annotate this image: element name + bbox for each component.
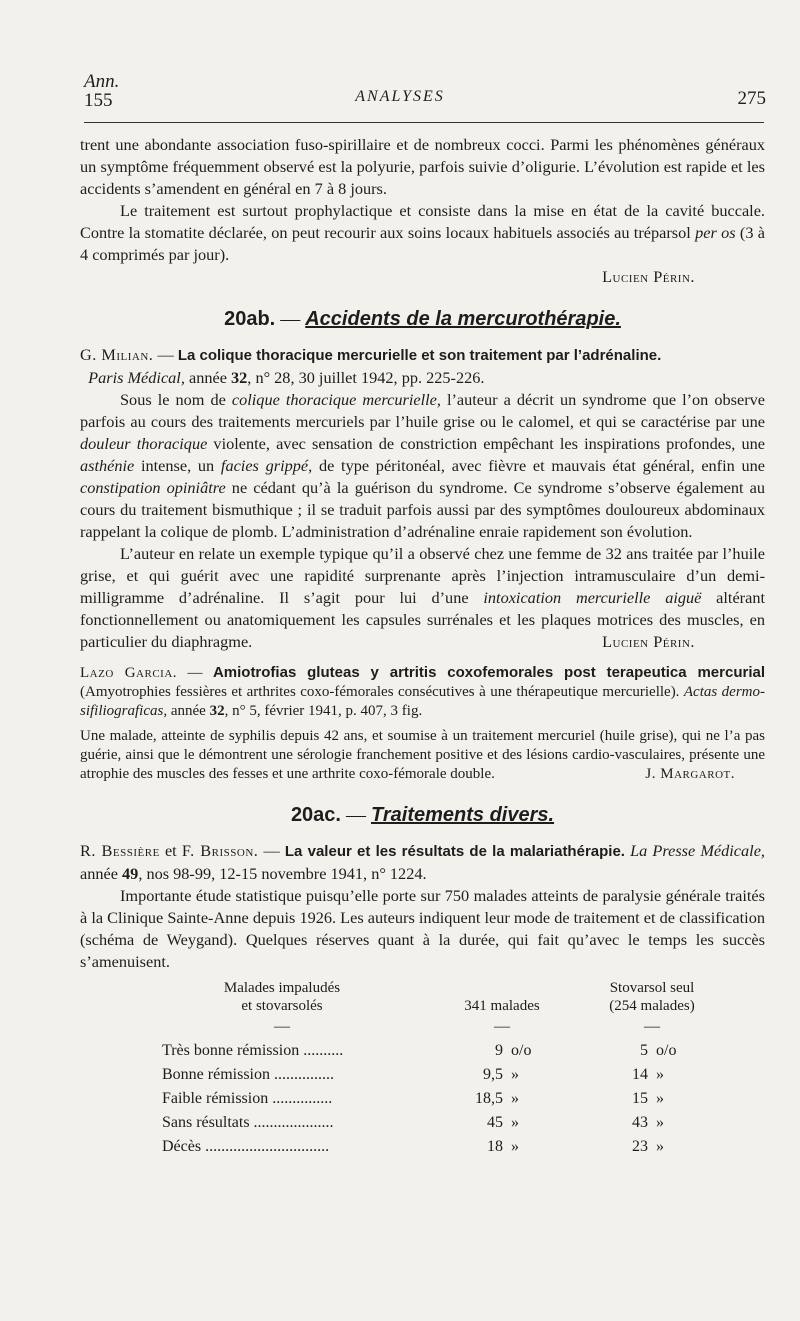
article2-reference: Lazo Garcia. — Amiotrofias gluteas y artritis coxofemorales post terapeutica mercurial (Amyotrophies fessières et arthrites coxo-fémorales consécutives à une thérapeutique mercurielle). Actas dermo-sifiliograficas, année 32, n° 5, février 1941, p. 407, 3 fig.	[80, 664, 766, 719]
intro-paragraph-2: Le traitement est surtout prophylactique et consiste dans la mise en état de la cavité buccale. Contre la stomatite déclarée, on peut recourir aux soins locaux habituels associés au tréparsol per os (3 à 4 comprimés par jour).	[80, 201, 766, 264]
row-value-254: 23 »	[632, 1138, 664, 1155]
section-heading-20ab: 20ab. — Accidents de la mercurothérapie.	[224, 308, 621, 330]
row-value-341: 45 »	[487, 1114, 519, 1131]
row-label: Faible rémission ...............	[162, 1090, 333, 1107]
table-row	[142, 1087, 722, 1111]
article2-signature: J. Margarot.	[645, 766, 735, 782]
table-row	[142, 1135, 722, 1159]
table-row	[142, 1111, 722, 1135]
row-value-254: 14 »	[632, 1066, 664, 1083]
row-value-341: 18 »	[487, 1138, 519, 1155]
article1-signature: Lucien Périn.	[602, 632, 695, 651]
row-label: Sans résultats ....................	[162, 1114, 334, 1131]
col-header-341: 341 malades	[464, 998, 540, 1014]
section-heading-20ac: 20ac. — Traitements divers.	[290, 804, 555, 826]
article2-paragraph-1: Une malade, atteinte de syphilis depuis 42 ans, et soumise à un traitement mercuriel (huile grise), qui ne l’a pas guérie, ainsi que le démontrent une sérologie franchement positive et des lésions cardio-vasculaires, présente une atrophie des muscles des fesses et une arthrite coxo-fémorale double.	[80, 728, 765, 782]
row-value-341: 9 o/o	[495, 1042, 532, 1059]
page-number: 275	[737, 88, 766, 109]
intro-paragraph-1: trent une abondante association fuso-spirillaire et de nombreux cocci. Parmi les phénomènes généraux un symptôme fréquemment observé est la polyurie, parfois suivie d’oligurie. L’évolution est rapide et les accidents s’amendent en général en 7 à 8 jours.	[80, 135, 765, 198]
body-text	[80, 134, 765, 1159]
table-row	[142, 1039, 722, 1063]
col-header-stovarsol: Stovarsol seul (254 malades)	[609, 980, 695, 1014]
row-value-254: 43 »	[632, 1114, 664, 1131]
row-value-341: 9,5 »	[483, 1066, 519, 1083]
col-header-impaludes: Malades impaludés et stovarsolés	[223, 980, 341, 1014]
table-header-row	[142, 979, 722, 1015]
row-value-341: 18,5 »	[475, 1090, 519, 1107]
table-row	[142, 1063, 722, 1087]
article3-paragraph-1: Importante étude statistique puisqu’elle porte sur 750 malades atteints de paralysie générale traités à la Clinique Sainte-Anne depuis 1926. Les auteurs indiquent leur mode de traitement et de classification (schéma de Weygand). Quelques réserves quant à la durée, qui fait qu’avec le temps les succès s’amenuisent.	[80, 886, 765, 971]
volume-number: 155	[84, 90, 113, 111]
row-label: Bonne rémission ...............	[162, 1066, 334, 1083]
article1-paragraph-2: L’auteur en relate un exemple typique qu’il a observé chez une femme de 32 ans traitée par l’huile grise, et qui guérit avec une rapidité surprenante après l’injection intramusculaire d’un demi-milligramme d’adrénaline. Il s’agit pour lui d’une intoxication mercurielle aiguë altérant fonctionnellement ou anatomiquement les capsules surrénales et les plaques motrices des muscles, en particulier du diaphragme.	[80, 544, 765, 651]
spacer	[80, 653, 765, 663]
table-dash-row: — — —	[274, 1018, 660, 1035]
header-rule	[84, 122, 764, 123]
article3-reference: R. Bessière et F. Brisson. — La valeur et les résultats de la malariathérapie. La Presse Médicale, année 49, nos 98-99, 12-15 novembre 1941, n° 1224.	[80, 841, 765, 883]
article1-paragraph-1: Sous le nom de colique thoracique mercurielle, l’auteur a décrit un syndrome que l’on observe parfois au cours des traitements mercuriels par l’huile grise ou le calomel, et qui se caractérise par une douleur thoracique violente, avec sensation de constriction empêchant les inspirations profondes, une asthénie intense, un facies grippé, de type péritonéal, avec fièvre et mauvais état général, enfin une constipation opiniâtre ne cédant qu’à la guérison du syndrome. Ce syndrome s’observe également au cours du traitement bismuthique ; il se traduit parfois aussi par des symptômes douloureux abdominaux rappelant la colique de plomb. L’administration d’adrénaline enraie rapidement son évolution.	[80, 390, 766, 541]
row-label: Décès ...............................	[162, 1138, 330, 1155]
row-value-254: 15 »	[632, 1090, 664, 1107]
table-body	[142, 1039, 722, 1159]
journal-abbrev: Ann.	[84, 71, 120, 92]
row-label: Très bonne rémission ..........	[162, 1042, 344, 1059]
row-value-254: 5 o/o	[640, 1042, 677, 1059]
results-table	[142, 979, 722, 1159]
intro-signature: Lucien Périn.	[602, 267, 695, 286]
article1-reference: G. Milian. — La colique thoracique mercurielle et son traitement par l’adrénaline. Paris Médical, année 32, n° 28, 30 juillet 1942, pp. 225-226.	[80, 345, 662, 387]
running-header-title: ANALYSES	[355, 88, 445, 105]
